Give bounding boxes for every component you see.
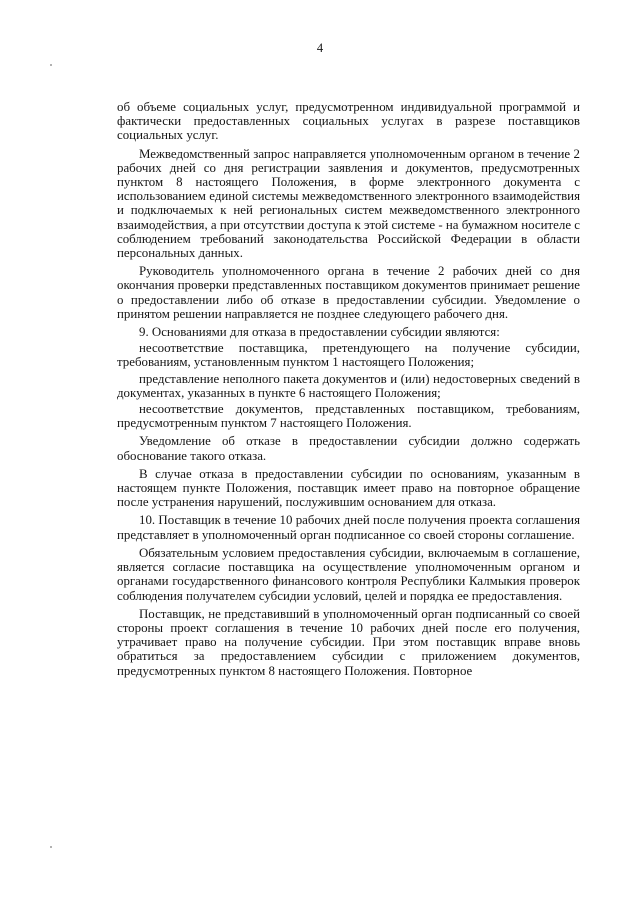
- paragraph-continuation: об объеме социальных услуг, предусмотренном индивидуальной программой и фактически предоставленных социальных услугах в разрезе поставщиков социальных услуг.: [117, 100, 580, 143]
- document-body: [117, 100, 580, 682]
- paragraph-head-decision: Руководитель уполномоченного органа в течение 2 рабочих дней со дня окончания проверки представленных поставщиком документов принимает решение о предоставлении либо об отказе в предоставлении субсидии. Уведомление о принятом решении направляется не позднее следующего рабочего дня.: [117, 264, 580, 321]
- paragraph-clause-9: 9. Основаниями для отказа в предоставлении субсидии являются:: [139, 325, 500, 340]
- paragraph-refusal-reason-1: несоответствие поставщика, претендующего на получение субсидии, требованиям, установленным пунктом 1 настоящего Положения;: [117, 341, 580, 370]
- paragraph-clause-10: 10. Поставщик в течение 10 рабочих дней после получения проекта соглашения представляет в уполномоченный орган подписанное со своей стороны соглашение.: [117, 513, 580, 542]
- scan-margin-dot: [50, 846, 52, 848]
- paragraph-unsigned-agreement: Поставщик, не представивший в уполномоченный орган подписанный со своей стороны проект соглашения в течение 10 рабочих дней после его получения, утрачивает право на получение субсидии. При этом поставщик вправе вновь обратиться за предоставлением субсидии с приложением документов, предусмотренных пунктом 8 настоящего Положения. Повторное: [117, 606, 580, 678]
- page-number: 4: [316, 41, 324, 55]
- paragraph-mandatory-condition: Обязательным условием предоставления субсидии, включаемым в соглашение, является согласие поставщика на осуществление уполномоченным органом и органами государственного финансового контроля Республики Калмыкия проверок соблюдения получателем субсидии условий, целей и порядка ее предоставления.: [117, 545, 580, 603]
- paragraph-refusal-reason-3: несоответствие документов, представленных поставщиком, требованиям, предусмотренным пунктом 7 настоящего Положения.: [117, 402, 580, 431]
- paragraph-interagency-request: Межведомственный запрос направляется уполномоченным органом в течение 2 рабочих дней со дня регистрации заявления и документов, предусмотренных пунктом 8 настоящего Положения, в форме электронного документа с использованием единой системы межведомственного электронного взаимодействия и подключаемых к ней региональных систем межведомственного электронного взаимодействия, а при отсутствии доступа к этой системе - на бумажном носителе с соблюдением требований законодательства Российской Федерации в области персональных данных.: [117, 146, 580, 261]
- paragraph-refusal-reason-2: представление неполного пакета документов и (или) недостоверных сведений в документах, указанных в пункте 6 настоящего Положения;: [117, 371, 580, 400]
- paragraph-refusal-notice: Уведомление об отказе в предоставлении субсидии должно содержать обоснование такого отказа.: [117, 434, 580, 463]
- scan-margin-dot: [50, 64, 52, 66]
- paragraph-reapplication: В случае отказа в предоставлении субсидии по основаниям, указанным в настоящем пункте Положения, поставщик имеет право на повторное обращение после устранения нарушений, послужившим основанием для отказа.: [117, 466, 580, 510]
